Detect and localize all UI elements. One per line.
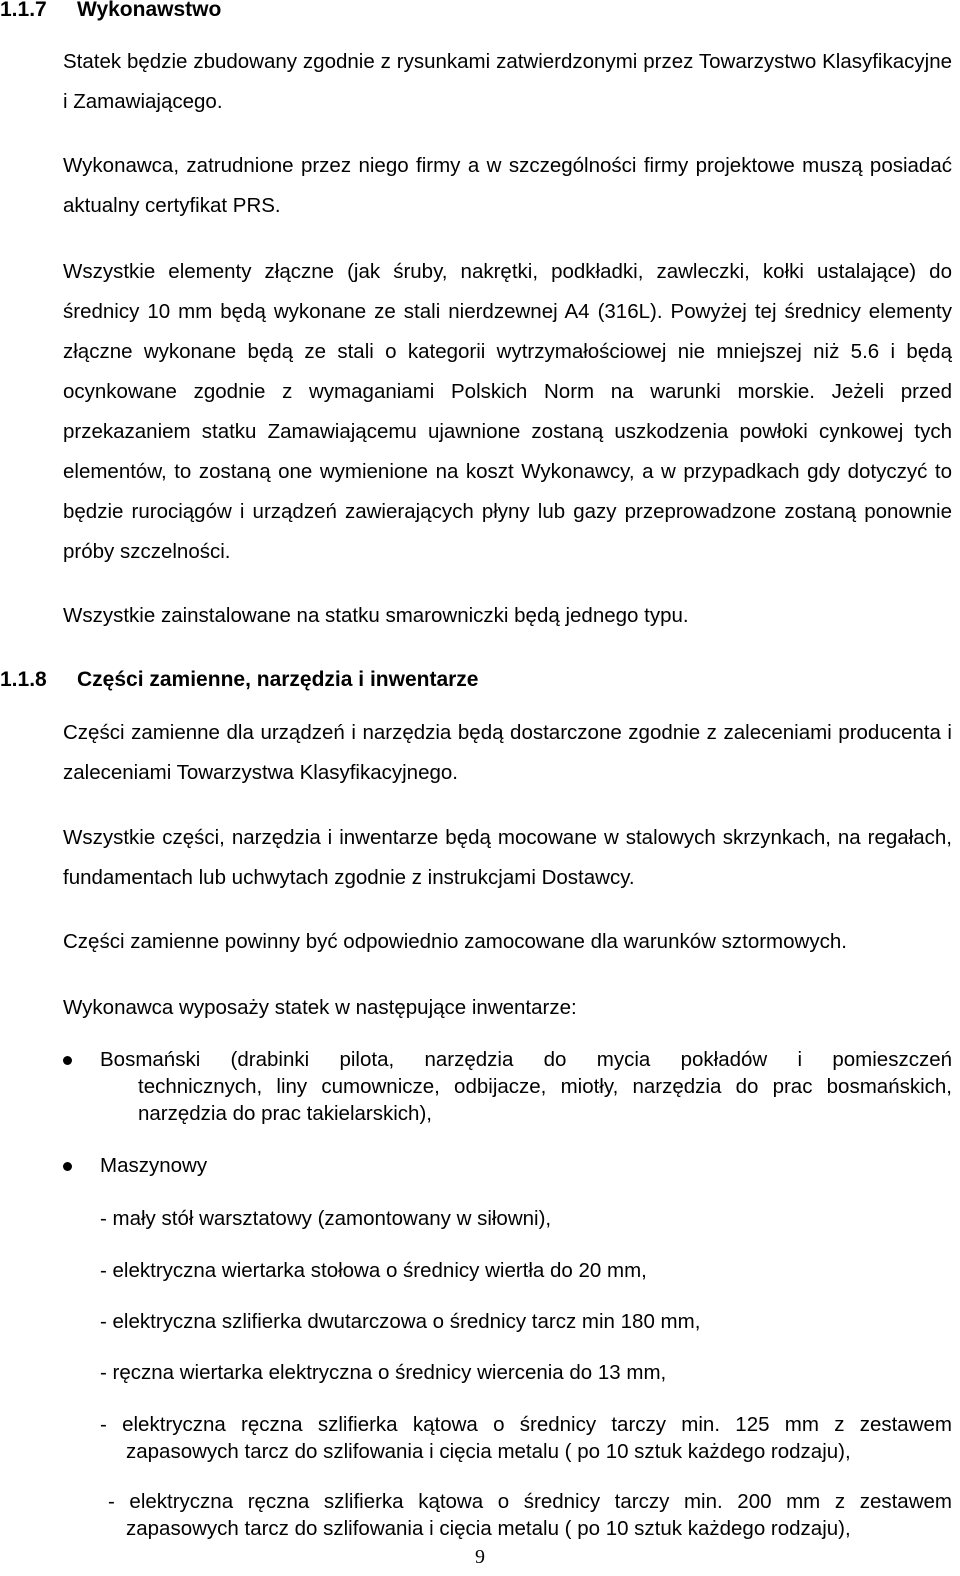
- section-number: 1.1.8: [0, 668, 47, 691]
- list-item-continuation: zapasowych tarcz do szlifowania i cięcia metalu ( po 10 sztuk każdego rodzaju),: [126, 1517, 851, 1540]
- paragraph: Wszystkie zainstalowane na statku smarowniczki będą jednego typu.: [63, 604, 689, 627]
- section-heading: [0, 668, 700, 694]
- list-item: [100, 1152, 952, 1179]
- section-title: Wykonawstwo: [77, 0, 222, 21]
- paragraph: Części zamienne dla urządzeń i narzędzia będą dostarczone zgodnie z zaleceniami producenta i zaleceniami Towarzystwa Klasyfikacyjnego.: [63, 721, 952, 784]
- list-item: [108, 1488, 952, 1542]
- list-item: - ręczna wiertarka elektryczna o średnicy wiercenia do 13 mm,: [100, 1361, 667, 1384]
- list-item: - elektryczna szlifierka dwutarczowa o średnicy tarcz min 180 mm,: [100, 1310, 701, 1333]
- page-number: 9: [475, 1546, 485, 1568]
- paragraph: Wykonawca, zatrudnione przez niego firmy a w szczególności firmy projektowe muszą posiadać aktualny certyfikat PRS.: [63, 154, 952, 217]
- list-item: [100, 1046, 952, 1127]
- list-item-line: - elektryczna ręczna szlifierka kątowa o średnicy tarczy min. 125 mm z zestawem: [100, 1413, 952, 1436]
- list-item: [100, 1411, 952, 1465]
- bullet-icon: [63, 1056, 72, 1065]
- paragraph: Wszystkie elementy złączne (jak śruby, nakrętki, podkładki, zawleczki, kołki ustalające) do średnicy 10 mm będą wykonane ze stali nierdzewnej A4 (316L). Powyżej tej średnicy elementy złączne wykonane będą ze stali o kategorii wytrzymałościowej nie mniejszej niż 5.6 i będą ocynkowane zgodnie z wymaganiami Polskich Norm na warunki morskie. Jeżeli przed przekazaniem statku Zamawiającemu ujawnione zostaną uszkodzenia powłoki cynkowej tych elementów, to zostaną one wymienione na koszt Wykonawcy, a w przypadkach gdy dotyczyć to będzie rurociągów i urządzeń zawierających płyny lub gazy przeprowadzone zostaną ponownie próby szczelności.: [63, 260, 952, 563]
- section-title: Części zamienne, narzędzia i inwentarze: [77, 668, 479, 691]
- paragraph: Statek będzie zbudowany zgodnie z rysunkami zatwierdzonymi przez Towarzystwo Klasyfikacyjne i Zamawiającego.: [63, 50, 952, 113]
- section-heading: [0, 0, 400, 24]
- list-item-continuation: technicznych, liny cumownicze, odbijacze, miotły, narzędzia do prac bosmańskich, narzędzia do prac takielarskich),: [138, 1075, 952, 1125]
- list-item-line: - elektryczna ręczna szlifierka kątowa o średnicy tarczy min. 200 mm z zestawem: [108, 1490, 952, 1513]
- paragraph: Wszystkie części, narzędzia i inwentarze będą mocowane w stalowych skrzynkach, na regałach, fundamentach lub uchwytach zgodnie z instrukcjami Dostawcy.: [63, 826, 952, 889]
- bullet-icon: [63, 1162, 72, 1171]
- list-item-continuation: zapasowych tarcz do szlifowania i cięcia metalu ( po 10 sztuk każdego rodzaju),: [126, 1440, 851, 1463]
- paragraph: Wykonawca wyposaży statek w następujące inwentarze:: [63, 996, 577, 1019]
- paragraph: Części zamienne powinny być odpowiednio zamocowane dla warunków sztormowych.: [63, 930, 847, 953]
- list-item-line: Bosmański (drabinki pilota, narzędzia do mycia pokładów i pomieszczeń: [100, 1048, 952, 1071]
- section-number: 1.1.7: [0, 0, 47, 21]
- list-item: - elektryczna wiertarka stołowa o średnicy wiertła do 20 mm,: [100, 1259, 647, 1282]
- list-item: - mały stół warsztatowy (zamontowany w siłowni),: [100, 1207, 552, 1230]
- list-item-line: Maszynowy: [100, 1154, 208, 1177]
